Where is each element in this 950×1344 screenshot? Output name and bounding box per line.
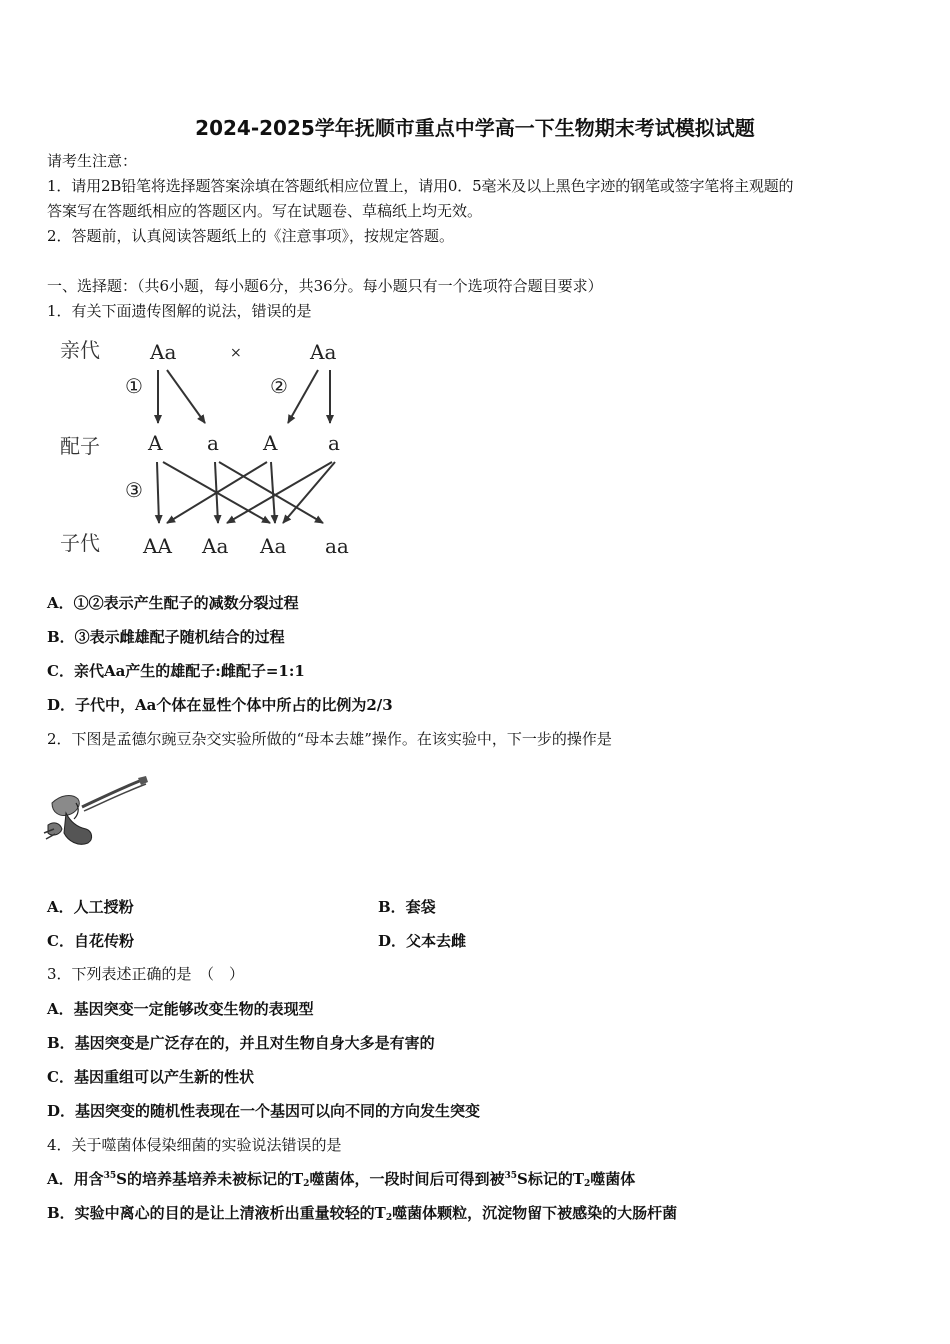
cross-symbol: × — [230, 345, 242, 361]
page-title: 2024-2025学年抚顺市重点中学高一下生物期末考试模拟试题 — [195, 116, 755, 140]
step-1-marker: ① — [125, 374, 143, 398]
offspring-2: Aa — [202, 534, 229, 558]
gamete-2: a — [207, 431, 219, 455]
genetic-cross-diagram — [55, 335, 355, 565]
gamete-4: a — [328, 431, 340, 455]
q2-option-d: D．父本去雌 — [378, 932, 467, 950]
question-4-stem: 4．关于噬菌体侵染细菌的实验说法错误的是 — [47, 1136, 342, 1154]
emasculation-illustration — [42, 775, 152, 855]
notice-heading: 请考生注意： — [47, 152, 138, 170]
notice-line-1-cont: 答案写在答题纸相应的答题区内。写在试题卷、草稿纸上均无效。 — [47, 202, 483, 220]
offspring-1: AA — [143, 534, 172, 558]
notice-line-2: 2．答题前，认真阅读答题纸上的《注意事项》，按规定答题。 — [47, 227, 455, 245]
q4-option-b: B．实验中离心的目的是让上清液析出重量较轻的$T_2$噬菌体颗粒，沉淀物留下被感染的大肠杆菌 — [47, 1204, 678, 1223]
offspring-3: Aa — [260, 534, 287, 558]
question-1-stem: 1．有关下面遗传图解的说法，错误的是 — [47, 302, 312, 320]
fertilization-arrows — [157, 462, 335, 523]
q1-option-b: B．③表示雌雄配子随机结合的过程 — [47, 628, 285, 646]
gamete-1: A — [148, 431, 163, 455]
q4-option-a: A．用含$^{35}$S的培养基培养未被标记的$T_2$噬菌体，一段时间后可得到被$^{35}$S标记的$T_2$噬菌体 — [47, 1170, 636, 1189]
step-3-marker: ③ — [125, 478, 143, 502]
question-2-stem: 2．下图是孟德尔豌豆杂交实验所做的“母本去雄”操作。在该实验中，下一步的操作是 — [47, 730, 612, 748]
q1-option-d: D．子代中，Aa个体在显性个体中所占的比例为2/3 — [47, 696, 393, 714]
q3-option-d: D．基因突变的随机性表现在一个基因可以向不同的方向发生突变 — [47, 1102, 481, 1120]
question-3-stem: 3．下列表述正确的是 （ ） — [47, 965, 245, 983]
q2-option-c: C．自花传粉 — [47, 932, 134, 950]
parent-right-genotype: Aa — [310, 340, 337, 364]
q2-option-a: A．人工授粉 — [47, 898, 134, 916]
notice-line-1: 1．请用2B铅笔将选择题答案涂填在答题纸相应位置上，请用0．5毫米及以上黑色字迹的钢笔或签字笔将主观题的 — [47, 177, 794, 195]
parent-generation-label: 亲代 — [60, 338, 100, 362]
q3-option-b: B．基因突变是广泛存在的，并且对生物自身大多是有害的 — [47, 1034, 435, 1052]
q3-option-a: A．基因突变一定能够改变生物的表现型 — [47, 1000, 314, 1018]
section-heading: 一、选择题：（共6小题，每小题6分，共36分。每小题只有一个选项符合题目要求） — [47, 277, 603, 295]
q1-option-a: A．①②表示产生配子的减数分裂过程 — [47, 594, 299, 612]
offspring-generation-label: 子代 — [60, 531, 100, 555]
q2-option-b: B．套袋 — [378, 898, 436, 916]
q3-option-c: C．基因重组可以产生新的性状 — [47, 1068, 254, 1086]
gamete-label: 配子 — [60, 434, 100, 458]
parent-left-genotype: Aa — [150, 340, 177, 364]
gamete-3: A — [263, 431, 278, 455]
arrow-meiosis-right-a — [288, 370, 318, 423]
q1-option-c: C．亲代Aa产生的雄配子:雌配子=1:1 — [47, 662, 305, 680]
arrow-meiosis-left-b — [167, 370, 205, 423]
offspring-4: aa — [325, 534, 349, 558]
step-2-marker: ② — [270, 374, 288, 398]
